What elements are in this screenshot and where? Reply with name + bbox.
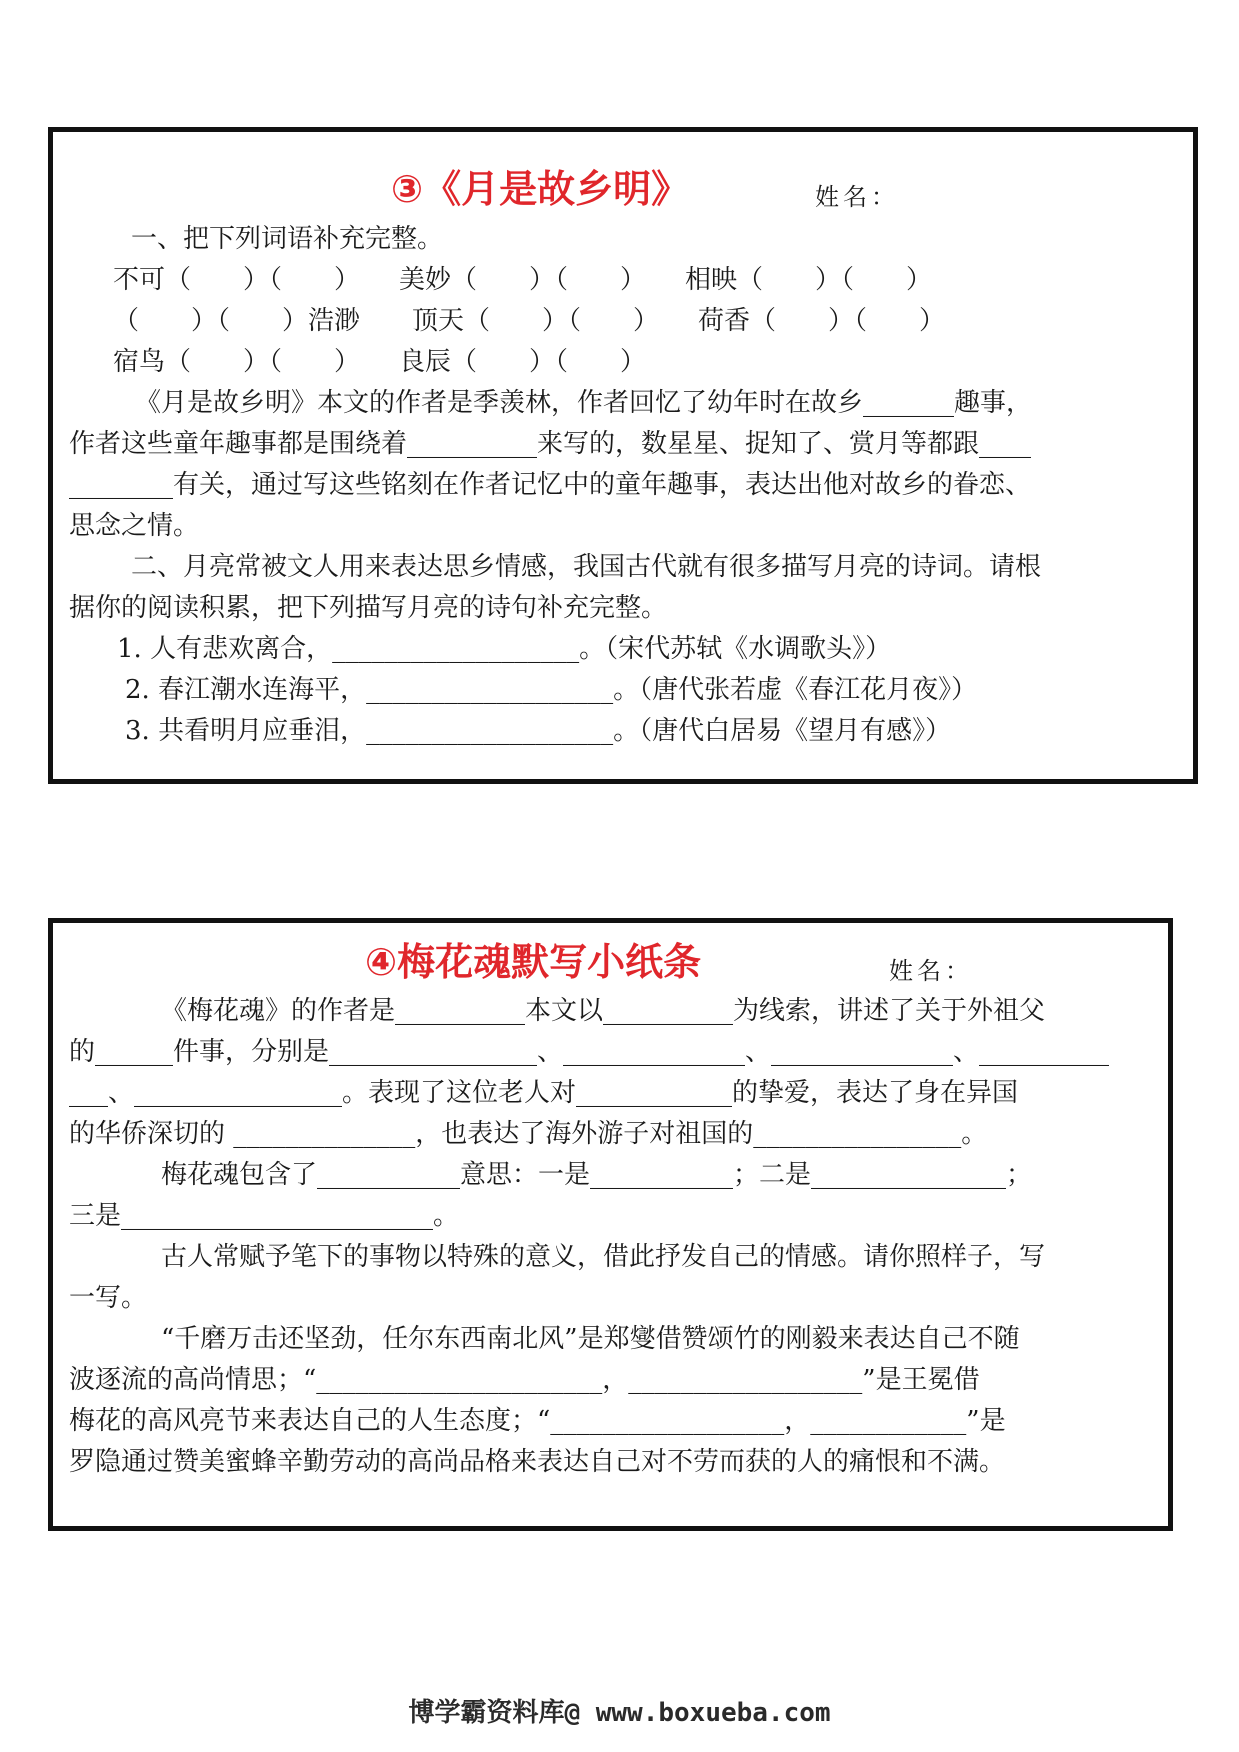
poem-item: 1. 人有悲欢离合，___________________。（宋代苏轼《水调歌头》） <box>117 634 892 664</box>
word-row: 不可（ ）（ ） 美妙（ ）（ ） 相映（ ）（ ） <box>113 265 933 295</box>
passage-line: “千磨万击还坚劲，任尔东西南北风”是郑燮借赞颂竹的刚毅来表达自己不随 <box>161 1324 1020 1354</box>
worksheet-3-title: ③《月是故乡明》 <box>391 167 690 211</box>
footer-watermark: 博学霸资料库@ www.boxueba.com <box>408 1698 831 1728</box>
word-row: （ ）（ ）浩渺 顶天（ ）（ ） 荷香（ ）（ ） <box>113 306 946 336</box>
passage-line: 的华侨深切的 ______________，也表达了海外游子对祖国的________________。 <box>69 1119 988 1149</box>
name-label: 姓名： <box>889 957 973 985</box>
poem-item: 3. 共看明月应垂泪，___________________。（唐代白居易《望月有感》） <box>125 716 952 746</box>
worksheet-card-3 <box>48 127 1198 784</box>
passage-line: 梅花魂包含了___________意思：一是___________；二是_______________； <box>161 1160 1033 1190</box>
worksheet-4-title: ④梅花魂默写小纸条 <box>365 940 702 984</box>
passage-line: 《梅花魂》的作者是__________本文以__________为线索，讲述了关于外祖父 <box>161 996 1046 1026</box>
passage-line: 一写。 <box>69 1283 148 1313</box>
passage-line: 作者这些童年趣事都是围绕着__________来写的，数星星、捉知了、赏月等都跟____ <box>69 429 1032 459</box>
section-text: 据你的阅读积累，把下列描写月亮的诗句补充完整。 <box>69 593 668 623</box>
section-heading: 一、把下列词语补充完整。 <box>131 224 444 254</box>
passage-line: 古人常赋予笔下的事物以特殊的意义，借此抒发自己的情感。请你照样子，写 <box>161 1242 1046 1272</box>
name-label: 姓名： <box>815 183 899 211</box>
passage-line: ________有关，通过写这些铭刻在作者记忆中的童年趣事，表达出他对故乡的眷恋、 <box>69 470 1032 500</box>
passage-line: 三是________________________。 <box>69 1201 460 1231</box>
passage-line: 思念之情。 <box>69 511 200 541</box>
poem-item: 2. 春江潮水连海平，___________________。（唐代张若虚《春江花月夜》） <box>125 675 978 705</box>
passage-line: 《月是故乡明》本文的作者是季羡林，作者回忆了幼年时在故乡_______趣事， <box>135 388 1033 418</box>
passage-line: 的______件事，分别是________________、______________、______________、__________ <box>69 1037 1110 1067</box>
passage-line: ___、________________。表现了这位老人对____________的挚爱，表达了身在异国 <box>69 1078 1019 1108</box>
passage-line: 梅花的高风亮节来表达自己的人生态度；“__________________，____________”是 <box>69 1406 1006 1436</box>
passage-line: 罗隐通过赞美蜜蜂辛勤劳动的高尚品格来表达自己对不劳而获的人的痛恨和不满。 <box>69 1447 1006 1477</box>
section-heading: 二、月亮常被文人用来表达思乡情感，我国古代就有很多描写月亮的诗词。请根 <box>131 552 1042 582</box>
worksheet-card-4 <box>48 918 1173 1531</box>
word-row: 宿鸟（ ）（ ） 良辰（ ）（ ） <box>113 347 647 377</box>
passage-line: 波逐流的高尚情思；“______________________，__________________”是王冕借 <box>69 1365 980 1395</box>
